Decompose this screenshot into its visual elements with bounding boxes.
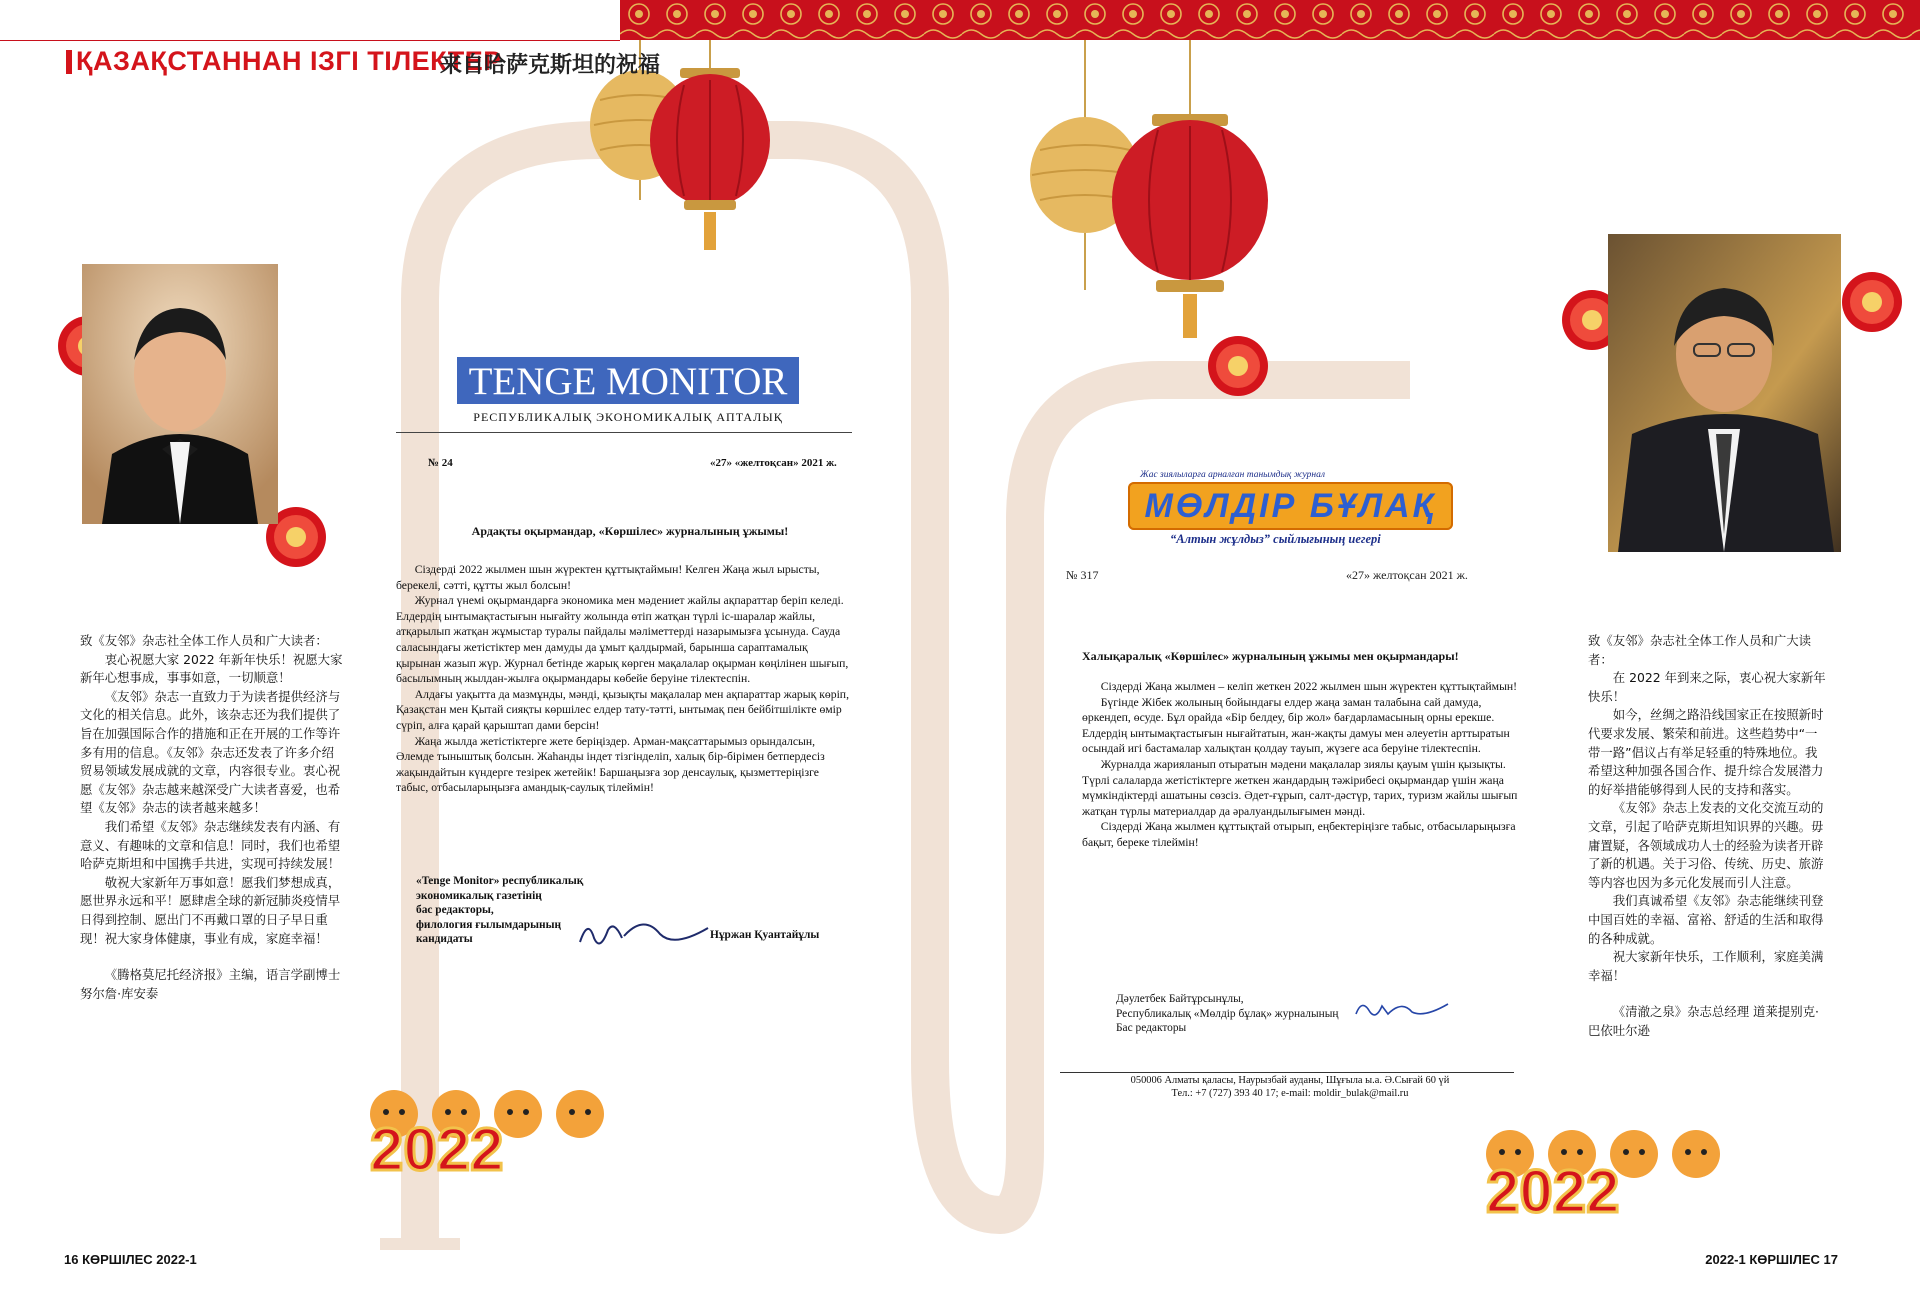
- letter-number: № 317: [1066, 568, 1099, 582]
- letter-address: [1080, 1074, 1500, 1100]
- page-footer-right: 2022-1 КӨРШІЛЕС 17: [1705, 1252, 1838, 1267]
- left-signature: 《腾格莫尼托经济报》主编，语言学副博士努尔詹·库安泰: [80, 967, 341, 1001]
- letter-paragraph: Сіздерді Жаңа жылмен құттықтай отырып, еңбектеріңізге табыс, отбасыларыңызға бақыт, береке тілеймін!: [1082, 820, 1516, 849]
- handwritten-signature: [574, 908, 714, 958]
- signer-name: Нұржан Қуантайұлы: [710, 929, 820, 941]
- photo-editor-nurzhan: [82, 264, 278, 524]
- handwritten-signature: [1352, 994, 1452, 1024]
- right-paragraph: 《友邻》杂志上发表的文化交流互动的文章，引起了哈萨克斯坦知识界的兴趣。毋庸置疑，各领域成功人士的经验为读者开辟了新的机遇。关于习俗、传统、历史、旅游等内容也因为多元化发展而引人注意。: [1588, 800, 1824, 890]
- tenge-monitor-subtitle: РЕСПУБЛИКАЛЫҚ ЭКОНОМИКАЛЫҚ АПТАЛЫҚ: [473, 410, 783, 424]
- signature-line: экономикалық газетінің: [416, 889, 542, 902]
- signature-line: кандидаты: [416, 933, 473, 946]
- signature-line: филология ғылымдарының: [416, 918, 562, 931]
- year-2022-left: 2022: [370, 1116, 504, 1183]
- tenge-monitor-logo: TENGE MONITOR: [457, 357, 799, 404]
- left-paragraph: 我们希望《友邻》杂志继续发表有内涵、有意义、有趣味的文章和信息！同时，我们也希望哈萨克斯坦和中国携手共进，实现可持续发展！: [80, 818, 341, 872]
- signature-line: бас редакторы,: [416, 904, 494, 917]
- left-paragraph: 敬祝大家新年万事如意！愿我们梦想成真，愿世界永远和平！愿肆虐全球的新冠肺炎疫情早日得到控制、愿出门不再戴口罩的日子早日重现！祝大家身体健康，事业有成，家庭幸福！: [80, 874, 341, 946]
- year-2022-right: 2022: [1486, 1158, 1620, 1225]
- header-title-cn: 来自哈萨克斯坦的祝福: [440, 53, 661, 78]
- right-paragraph: 致《友邻》杂志社全体工作人员和广大读者：: [1588, 633, 1812, 667]
- letter-body: [1082, 679, 1522, 851]
- right-chinese-column: [1588, 632, 1828, 1040]
- photo-editor-dauletbek: [1608, 234, 1841, 552]
- letter-paragraph: Жаңа жылда жетістіктерге жете беріңіздер. Арман-мақсаттарымыз орындалсын, Әлемде тыныштық болсын. Жаһанды індет тізгінделіп, халық бір-бірімен бетпердесіз жақындайтын күндерге тезірек жетейік! Баршаңызға зор денсаулық, қызметтеріңізге табыс, отбасыларыңызға амандық-саулық тілеймін!: [396, 734, 825, 795]
- letter-date: «27» желтоқсан 2021 ж.: [1346, 568, 1468, 582]
- signature-line: Республикалық «Мөлдір бұлақ» журналының: [1116, 1007, 1339, 1020]
- address-line: 050006 Алматы қаласы, Наурызбай ауданы, Шұғыла ы.а. Ә.Сығай 60 үй: [1130, 1075, 1450, 1086]
- flower-icon: [1208, 336, 1268, 396]
- left-chinese-column: [80, 632, 346, 1003]
- signature-line: Дәулетбек Байтұрсынұлы,: [1116, 993, 1244, 1005]
- right-paragraph: 如今，丝绸之路沿线国家正在按照新时代要求发展、繁荣和前进。这些趋势中“一带一路”倡议占有举足轻重的特殊地位。我希望这种加强各国合作、提升综合发展潜力的好举措能够得到人民的支持和落实。: [1588, 707, 1824, 797]
- letter-paragraph: Сіздерді Жаңа жылмен – келіп жеткен 2022 жылмен шын жүректен құттықтаймын!: [1100, 680, 1518, 693]
- letter-paragraph: Журналда жарияланып отыратын мәдени мақалалар зиялы қауым үшін қызықты. Түрлі салаларда жетістіктерге жеткен жандардың тәжірибесі оқырмандар үшін жаңа мүмкіндіктерді ашатыны сөзсіз. Әдет-ғұрып, салт-дәстүр, тарих, туризм жайлы шығып жатқан түрлы материалдар да әралуандылығымен мәнді.: [1082, 757, 1518, 818]
- letter-paragraph: Алдағы уақытта да мазмұнды, мәнді, қызықты мақалалар мен ақпараттар жарық көріп, Қазақстан мен Қытай сияқты көршілес елдер тату-тәтті, ынтымақ пен бейбітшілікте өмір сүріп, алға қарай қарыштап дами берсін!: [396, 687, 849, 732]
- flower-icon: [1842, 272, 1902, 332]
- page-footer-left: 16 КӨРШІЛЕС 2022-1: [64, 1252, 197, 1267]
- letter-number: № 24: [428, 457, 453, 469]
- right-paragraph: 在 2022 年到来之际，衷心祝大家新年快乐！: [1588, 670, 1826, 704]
- lantern-icon: [1112, 40, 1268, 338]
- letter-paragraph: Бүгінде Жібек жолының бойындағы елдер жаңа заман талабына сай дамуда, өркендеп, өсуде. Бұл орайда «Бір белдеу, бір жол» бағдарламасының орны ерекше. Елдердің ынтымақтастығын нығайтатын, жан-жақты дамуы мен әлеуетін арттыратын осындай игі бастамалар халықтан қолдау тауып, жүзеге аса беруіне тілектеспін.: [1082, 695, 1510, 756]
- left-paragraph: 致《友邻》杂志社全体工作人员和广大读者：: [80, 633, 328, 648]
- header-title-kz: ҚАЗАҚСТАННАН ІЗГІ ТІЛЕКТЕР: [76, 46, 502, 76]
- footer-rule: [1060, 1072, 1514, 1073]
- lantern-icon: [650, 40, 770, 250]
- letter-paragraph: Журнал үнемі оқырмандарға экономика мен мәдениет жайлы ақпараттар беріп келеді. Елдердің ынтымақтастығын нығайту жолында өтіп жатқан түрлі іс-шаралар жайлы, атқарылып жатқан жұмыстар туралы пайдалы мәліметтерді назарымызға ұсынуда. Сауда саласындағы жетістіктер мен дамуды да ұмыт қалдырмай, барынша сараптамалық қырынан жазып жүр. Журнал бетінде жарық көрген мақалалар оқырман көңілінен шығып, басылымның жылдан-жылға оқырмандары көбейе беруіне тілектеспін.: [396, 594, 849, 686]
- letterhead-rule: [396, 432, 852, 433]
- right-paragraph: 我们真诚希望《友邻》杂志能继续刊登中国百姓的幸福、富裕、舒适的生活和取得的各种成就。: [1588, 893, 1824, 946]
- left-paragraph: 衷心祝愿大家 2022 年新年快乐！祝愿大家新年心想事成，事事如意，一切顺意！: [80, 651, 343, 686]
- moldir-logo-bottom: “Алтын жұлдыз” сыйлығының иегері: [1170, 532, 1381, 546]
- signature-line: Бас редакторы: [1116, 1022, 1187, 1035]
- letter-body: [396, 562, 852, 796]
- letter-date: «27» «желтоқсан» 2021 ж.: [710, 457, 837, 469]
- header-accent-bar: [66, 50, 72, 74]
- letter-salutation: Ардақты оқырмандар, «Көршілес» журналының ұжымы!: [471, 524, 789, 538]
- moldir-bulak-logo: МӨЛДІР БҰЛАҚ: [1128, 482, 1453, 530]
- contact-line: Тел.: +7 (727) 393 40 17; e-mail: moldir_bulak@mail.ru: [1171, 1088, 1409, 1099]
- letter-salutation: Халықаралық «Көршілес» журналының ұжымы мен оқырмандары!: [1082, 649, 1459, 663]
- right-paragraph: 祝大家新年快乐，工作顺利，家庭美满幸福！: [1588, 949, 1824, 983]
- moldir-logo-top: Жас зиялыларға арналған танымдық журнал: [1140, 470, 1326, 480]
- signature-line: «Tenge Monitor» республикалық: [416, 875, 584, 887]
- letter-paragraph: Сіздерді 2022 жылмен шын жүректен құттықтаймын! Келген Жаңа жыл ырысты, берекелі, сәтті, құтты жыл болсын!: [396, 563, 820, 592]
- left-paragraph: 《友邻》杂志一直致力于为读者提供经济与文化的相关信息。此外，该杂志还为我们提供了旨在加强国际合作的措施和正在开展的工作等许多有用的信息。《友邻》杂志还发表了许多介绍贸易领域发展成就的文章，内容很专业。衷心祝愿《友邻》杂志越来越深受广大读者喜爱，也希望《友邻》杂志的读者越来越多！: [80, 688, 341, 816]
- right-signature: 《清澈之泉》杂志总经理 道莱提别克·巴依吐尔逊: [1588, 1004, 1819, 1038]
- letter-signature-block: [1116, 992, 1366, 1036]
